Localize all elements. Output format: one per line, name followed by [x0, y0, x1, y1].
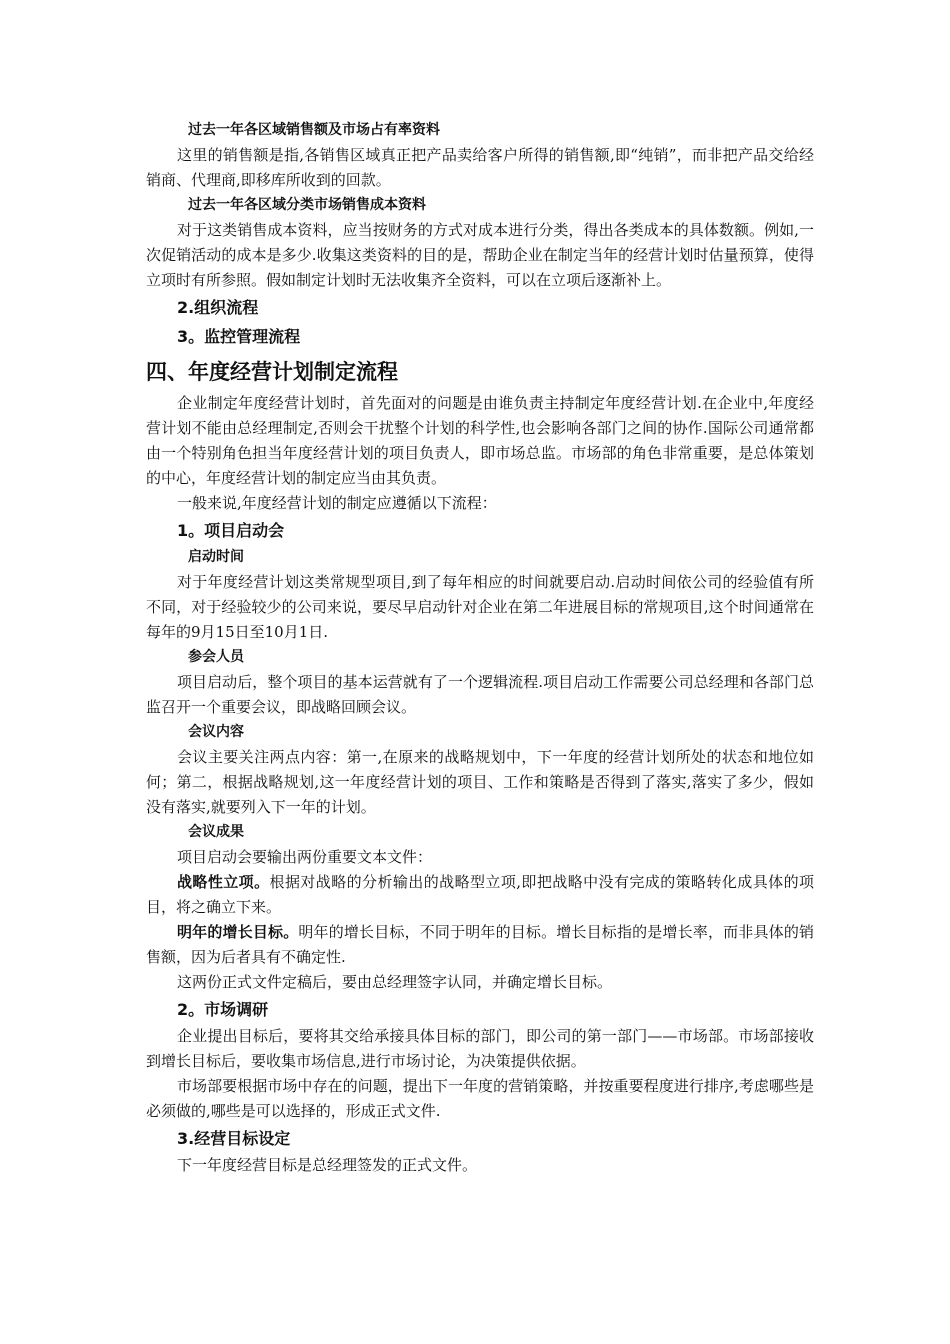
paragraph-sign-off: 这两份正式文件定稿后，要由总经理签字认同，并确定增长目标。 [177, 973, 613, 991]
document-page [146, 118, 814, 1178]
heading-business-goal: 3.经营目标设定 [177, 1129, 291, 1148]
subheading-attendees: 参会人员 [188, 649, 244, 665]
subheading-start-time: 启动时间 [188, 549, 244, 565]
paragraph-sales-cost: 对于这类销售成本资料，应当按财务的方式对成本进行分类，得出各类成本的具体数额。例如,一次促销活动的成本是多少.收集这类资料的目的是，帮助企业在制定当年的经营计划时估量预算，使得立项时有所参照。假如制定计划时无法收集齐全资料，可以在立项后逐渐补上。 [146, 221, 814, 289]
paragraph-market-department: 企业提出目标后，要将其交给承接具体目标的部门，即公司的第一部门——市场部。市场部接收到增长目标后，要收集市场信息,进行市场讨论，为决策提供依据。 [146, 1027, 814, 1070]
paragraph-strategic-project [146, 870, 814, 920]
heading-monitoring-flow: 3。监控管理流程 [177, 327, 301, 346]
bold-lead-strategic-project: 战略性立项。 [177, 873, 270, 891]
heading-market-research: 2。市场调研 [177, 1000, 269, 1019]
text-strategic-project: 根据对战略的分析输出的战略型立项,即把战略中没有完成的策略转化成具体的项目，将之确立下来。 [146, 873, 814, 916]
paragraph-meeting-content: 会议主要关注两点内容：第一,在原来的战略规划中，下一年度的经营计划所处的状态和地位如何；第二，根据战略规划,这一年度经营计划的项目、工作和策略是否得到了落实,落实了多少，假如没有落实,就要列入下一年的计划。 [146, 748, 814, 816]
subheading-sales-cost: 过去一年各区域分类市场销售成本资料 [188, 197, 426, 213]
paragraph-sales-definition: 这里的销售额是指,各销售区域真正把产品卖给客户所得的销售额,即“纯销”，而非把产品交给经销商、代理商,即移库所收到的回款。 [146, 146, 814, 189]
paragraph-attendees: 项目启动后，整个项目的基本运营就有了一个逻辑流程.项目启动工作需要公司总经理和各部门总监召开一个重要会议，即战略回顾会议。 [146, 673, 814, 716]
paragraph-marketing-strategy: 市场部要根据市场中存在的问题，提出下一年度的营销策略，并按重要程度进行排序,考虑哪些是必须做的,哪些是可以选择的，形成正式文件. [146, 1077, 814, 1120]
text-growth-target: 明年的增长目标，不同于明年的目标。增长目标指的是增长率，而非具体的销售额，因为后者具有不确定性. [146, 923, 814, 966]
heading-organization-flow: 2.组织流程 [177, 298, 259, 317]
bold-lead-growth-target: 明年的增长目标。 [177, 923, 299, 941]
paragraph-start-time: 对于年度经营计划这类常规型项目,到了每年相应的时间就要启动.启动时间依公司的经验值有所不同，对于经验较少的公司来说，要尽早启动针对企业在第二年进展目标的常规项目,这个时间通常在每年的9月15日至10月1日. [146, 573, 814, 641]
paragraph-meeting-results: 项目启动会要输出两份重要文本文件： [177, 848, 433, 866]
paragraph-process-intro: 一般来说,年度经营计划的制定应遵循以下流程： [177, 494, 497, 512]
paragraph-business-goal: 下一年度经营目标是总经理签发的正式文件。 [177, 1156, 478, 1174]
heading-kickoff-meeting: 1。项目启动会 [177, 521, 285, 540]
subheading-meeting-content: 会议内容 [188, 724, 244, 740]
section-heading-annual-plan: 四、年度经营计划制定流程 [146, 360, 398, 384]
subheading-meeting-results: 会议成果 [188, 824, 244, 840]
paragraph-plan-owner: 企业制定年度经营计划时，首先面对的问题是由谁负责主持制定年度经营计划.在企业中,年度经营计划不能由总经理制定,否则会干扰整个计划的科学性,也会影响各部门之间的协作.国际公司通常都由一个特别角色担当年度经营计划的项目负责人，即市场总监。市场部的角色非常重要，是总体策划的中心，年度经营计划的制定应当由其负责。 [146, 394, 814, 487]
subheading-regional-sales: 过去一年各区域销售额及市场占有率资料 [188, 122, 440, 138]
paragraph-growth-target [146, 920, 814, 970]
